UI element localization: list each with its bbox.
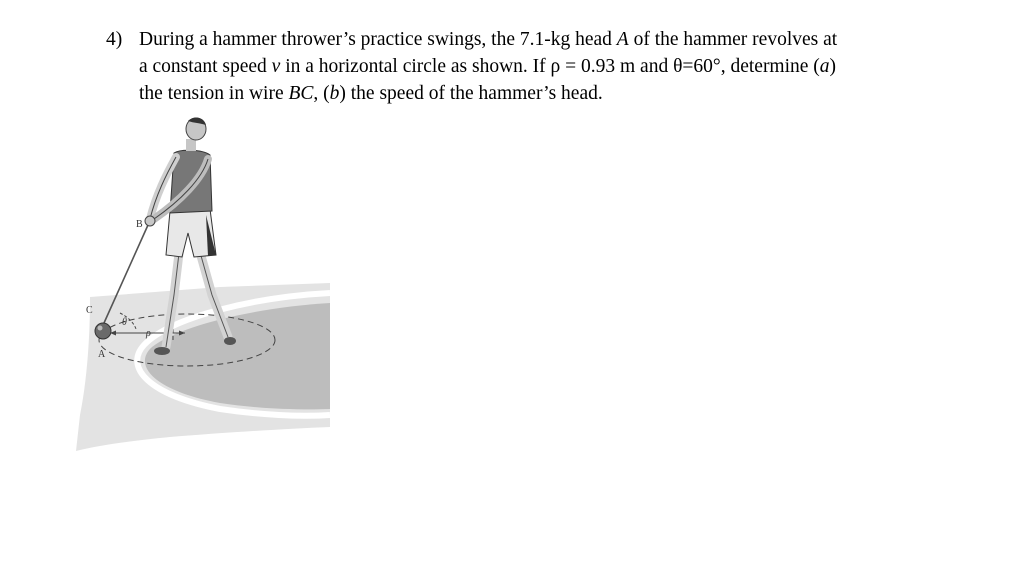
var-bc: BC: [288, 83, 314, 104]
label-rho: ρ: [146, 328, 151, 339]
left-shoe: [154, 347, 170, 355]
problem-text: [139, 26, 926, 107]
line3-post: ) the speed of the hammer’s head.: [339, 83, 603, 104]
var-v: v: [271, 56, 281, 77]
label-theta: θ: [122, 317, 127, 328]
hammer-thrower-figure: [70, 115, 340, 460]
line1-pre: During a hammer thrower’s practice swings, the 7.1-kg head: [139, 29, 617, 50]
hammer-head: [95, 323, 111, 339]
neck: [186, 139, 196, 151]
line2-post: in a horizontal circle as shown. If ρ = 0.93 m and θ=60°, determine (: [280, 56, 820, 77]
problem-line-2: [139, 53, 926, 80]
part-a-label: a: [819, 56, 830, 77]
line3-mid: , (: [313, 83, 330, 104]
line2-tail: ): [829, 56, 837, 77]
problem-number: 4): [106, 29, 123, 50]
var-a: A: [616, 29, 629, 50]
line2-pre: a constant speed: [139, 56, 272, 77]
problem-line-3: [139, 80, 926, 107]
hands: [145, 216, 155, 226]
part-b-label: b: [329, 83, 340, 104]
label-c: C: [86, 305, 93, 316]
problem-line-1: [139, 26, 926, 53]
problem-statement: [106, 26, 926, 107]
line3-pre: the tension in wire: [139, 83, 289, 104]
label-a: A: [98, 349, 106, 360]
hammer-thrower-illustration: [70, 115, 340, 460]
right-shoe: [224, 337, 236, 345]
label-b: B: [136, 219, 143, 230]
line1-post: of the hammer revolves at: [628, 29, 838, 50]
hammer-highlight: [98, 326, 103, 331]
